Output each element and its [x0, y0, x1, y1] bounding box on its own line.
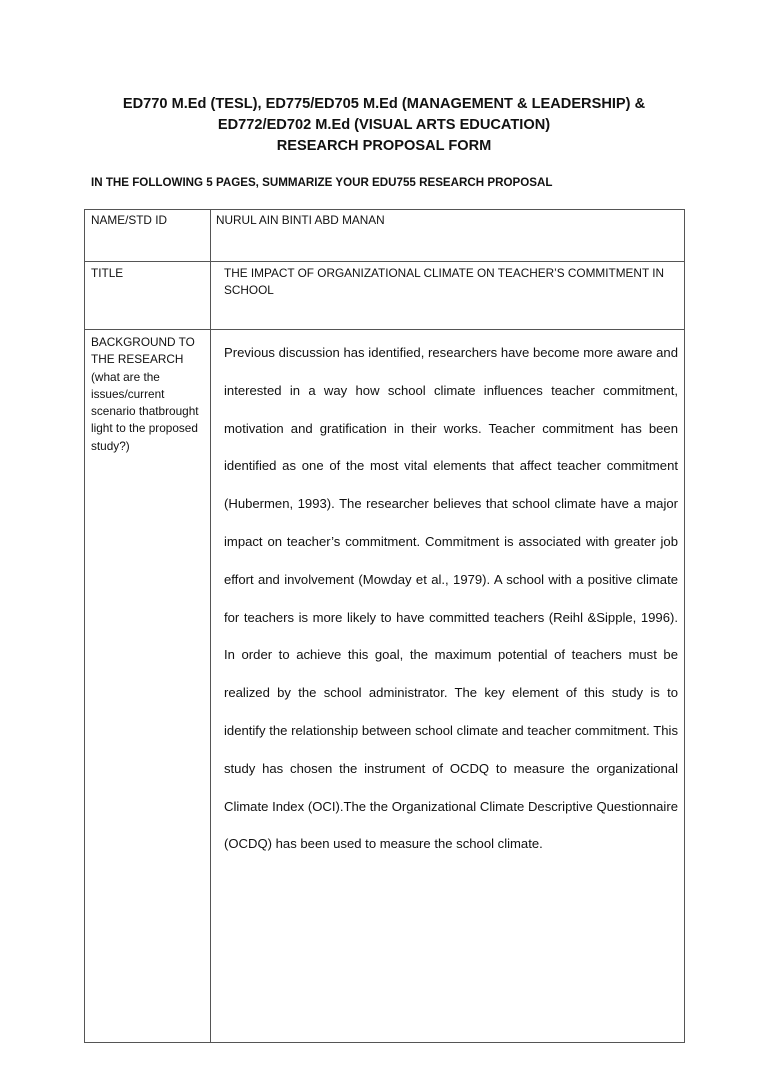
name-value: NURUL AIN BINTI ABD MANAN: [216, 213, 385, 227]
row-divider-name: [85, 261, 684, 262]
proposal-form-table: [84, 209, 685, 1043]
background-label: BACKGROUND TO THE RESEARCH (what are the issues/current scenario thatbrought light to the proposed study?): [91, 335, 199, 453]
title-label: TITLE: [91, 266, 124, 280]
header-form-title: RESEARCH PROPOSAL FORM: [276, 138, 492, 154]
name-label: NAME/STD ID: [91, 213, 168, 227]
background-paragraph: Previous discussion has identified, researchers have become more aware and interested in a way how school climate influences teacher commitment, motivation and gratification in their works. Teacher commitment has been identified as one of the most vital elements that affect teacher commitment (Hubermen, 1993). The researcher believes that school climate have a major impact on teacher’s commitment. Commitment is associated with greater job effort and involvement (Mowday et al., 1979). A school with a positive climate for teachers is more likely to have committed teachers (Reihl &Sipple, 1996). In order to achieve this goal, the maximum potential of teachers must be realized by the school administrator. The key element of this study is to identify the relationship between school climate and teacher commitment. This study has chosen the instrument of OCDQ to measure the organizational Climate Index (OCI).The the Organizational Climate Descriptive Questionnaire (OCDQ) has been used to measure the school climate.: [224, 345, 678, 852]
header-program-line-1: ED770 M.Ed (TESL), ED775/ED705 M.Ed (MANAGEMENT & LEADERSHIP) &: [122, 96, 646, 112]
column-divider: [210, 210, 211, 1042]
row-divider-title: [85, 329, 684, 330]
title-value: THE IMPACT OF ORGANIZATIONAL CLIMATE ON TEACHER’S COMMITMENT IN SCHOOL: [224, 266, 665, 298]
form-header: [84, 94, 684, 157]
instruction-text: IN THE FOLLOWING 5 PAGES, SUMMARIZE YOUR EDU755 RESEARCH PROPOSAL: [91, 176, 553, 189]
header-program-line-2: ED772/ED702 M.Ed (VISUAL ARTS EDUCATION): [217, 117, 551, 133]
